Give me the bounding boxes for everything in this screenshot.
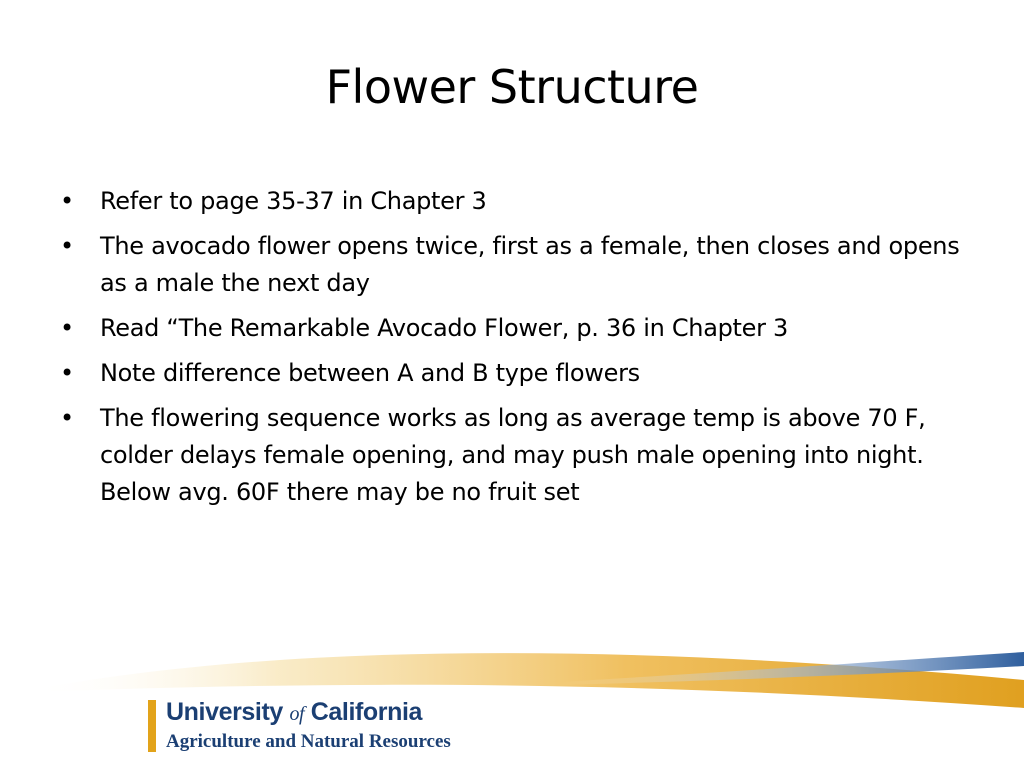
- logo-agriculture-natural-resources: Agriculture and Natural Resources: [166, 731, 451, 752]
- bullet-list: [60, 183, 980, 519]
- uc-anr-logo: [148, 698, 478, 756]
- list-item: [60, 400, 980, 511]
- list-item: [60, 228, 980, 302]
- bullet-text: Refer to page 35-37 in Chapter 3: [100, 187, 487, 215]
- list-item: [60, 310, 980, 347]
- bullet-text: Note difference between A and B type flowers: [100, 359, 640, 387]
- bullet-glyph: •: [60, 232, 74, 260]
- bullet-text: Read “The Remarkable Avocado Flower, p. 36 in Chapter 3: [100, 314, 788, 342]
- bullet-glyph: •: [60, 187, 74, 215]
- list-item: [60, 355, 980, 392]
- logo-university-of-california: University of California: [166, 698, 423, 726]
- bullet-text: The avocado flower opens twice, first as a female, then closes and opens as a male the next day: [100, 232, 960, 297]
- bullet-glyph: •: [60, 359, 74, 387]
- logo-accent-bar: [148, 700, 156, 752]
- bullet-glyph: •: [60, 314, 74, 342]
- list-item: [60, 183, 980, 220]
- bullet-glyph: •: [60, 404, 74, 432]
- slide-title: Flower Structure: [325, 60, 699, 114]
- bullet-text: The flowering sequence works as long as average temp is above 70 F, colder delays female opening, and may push male opening into night. Below avg. 60F there may be no fruit set: [100, 404, 926, 506]
